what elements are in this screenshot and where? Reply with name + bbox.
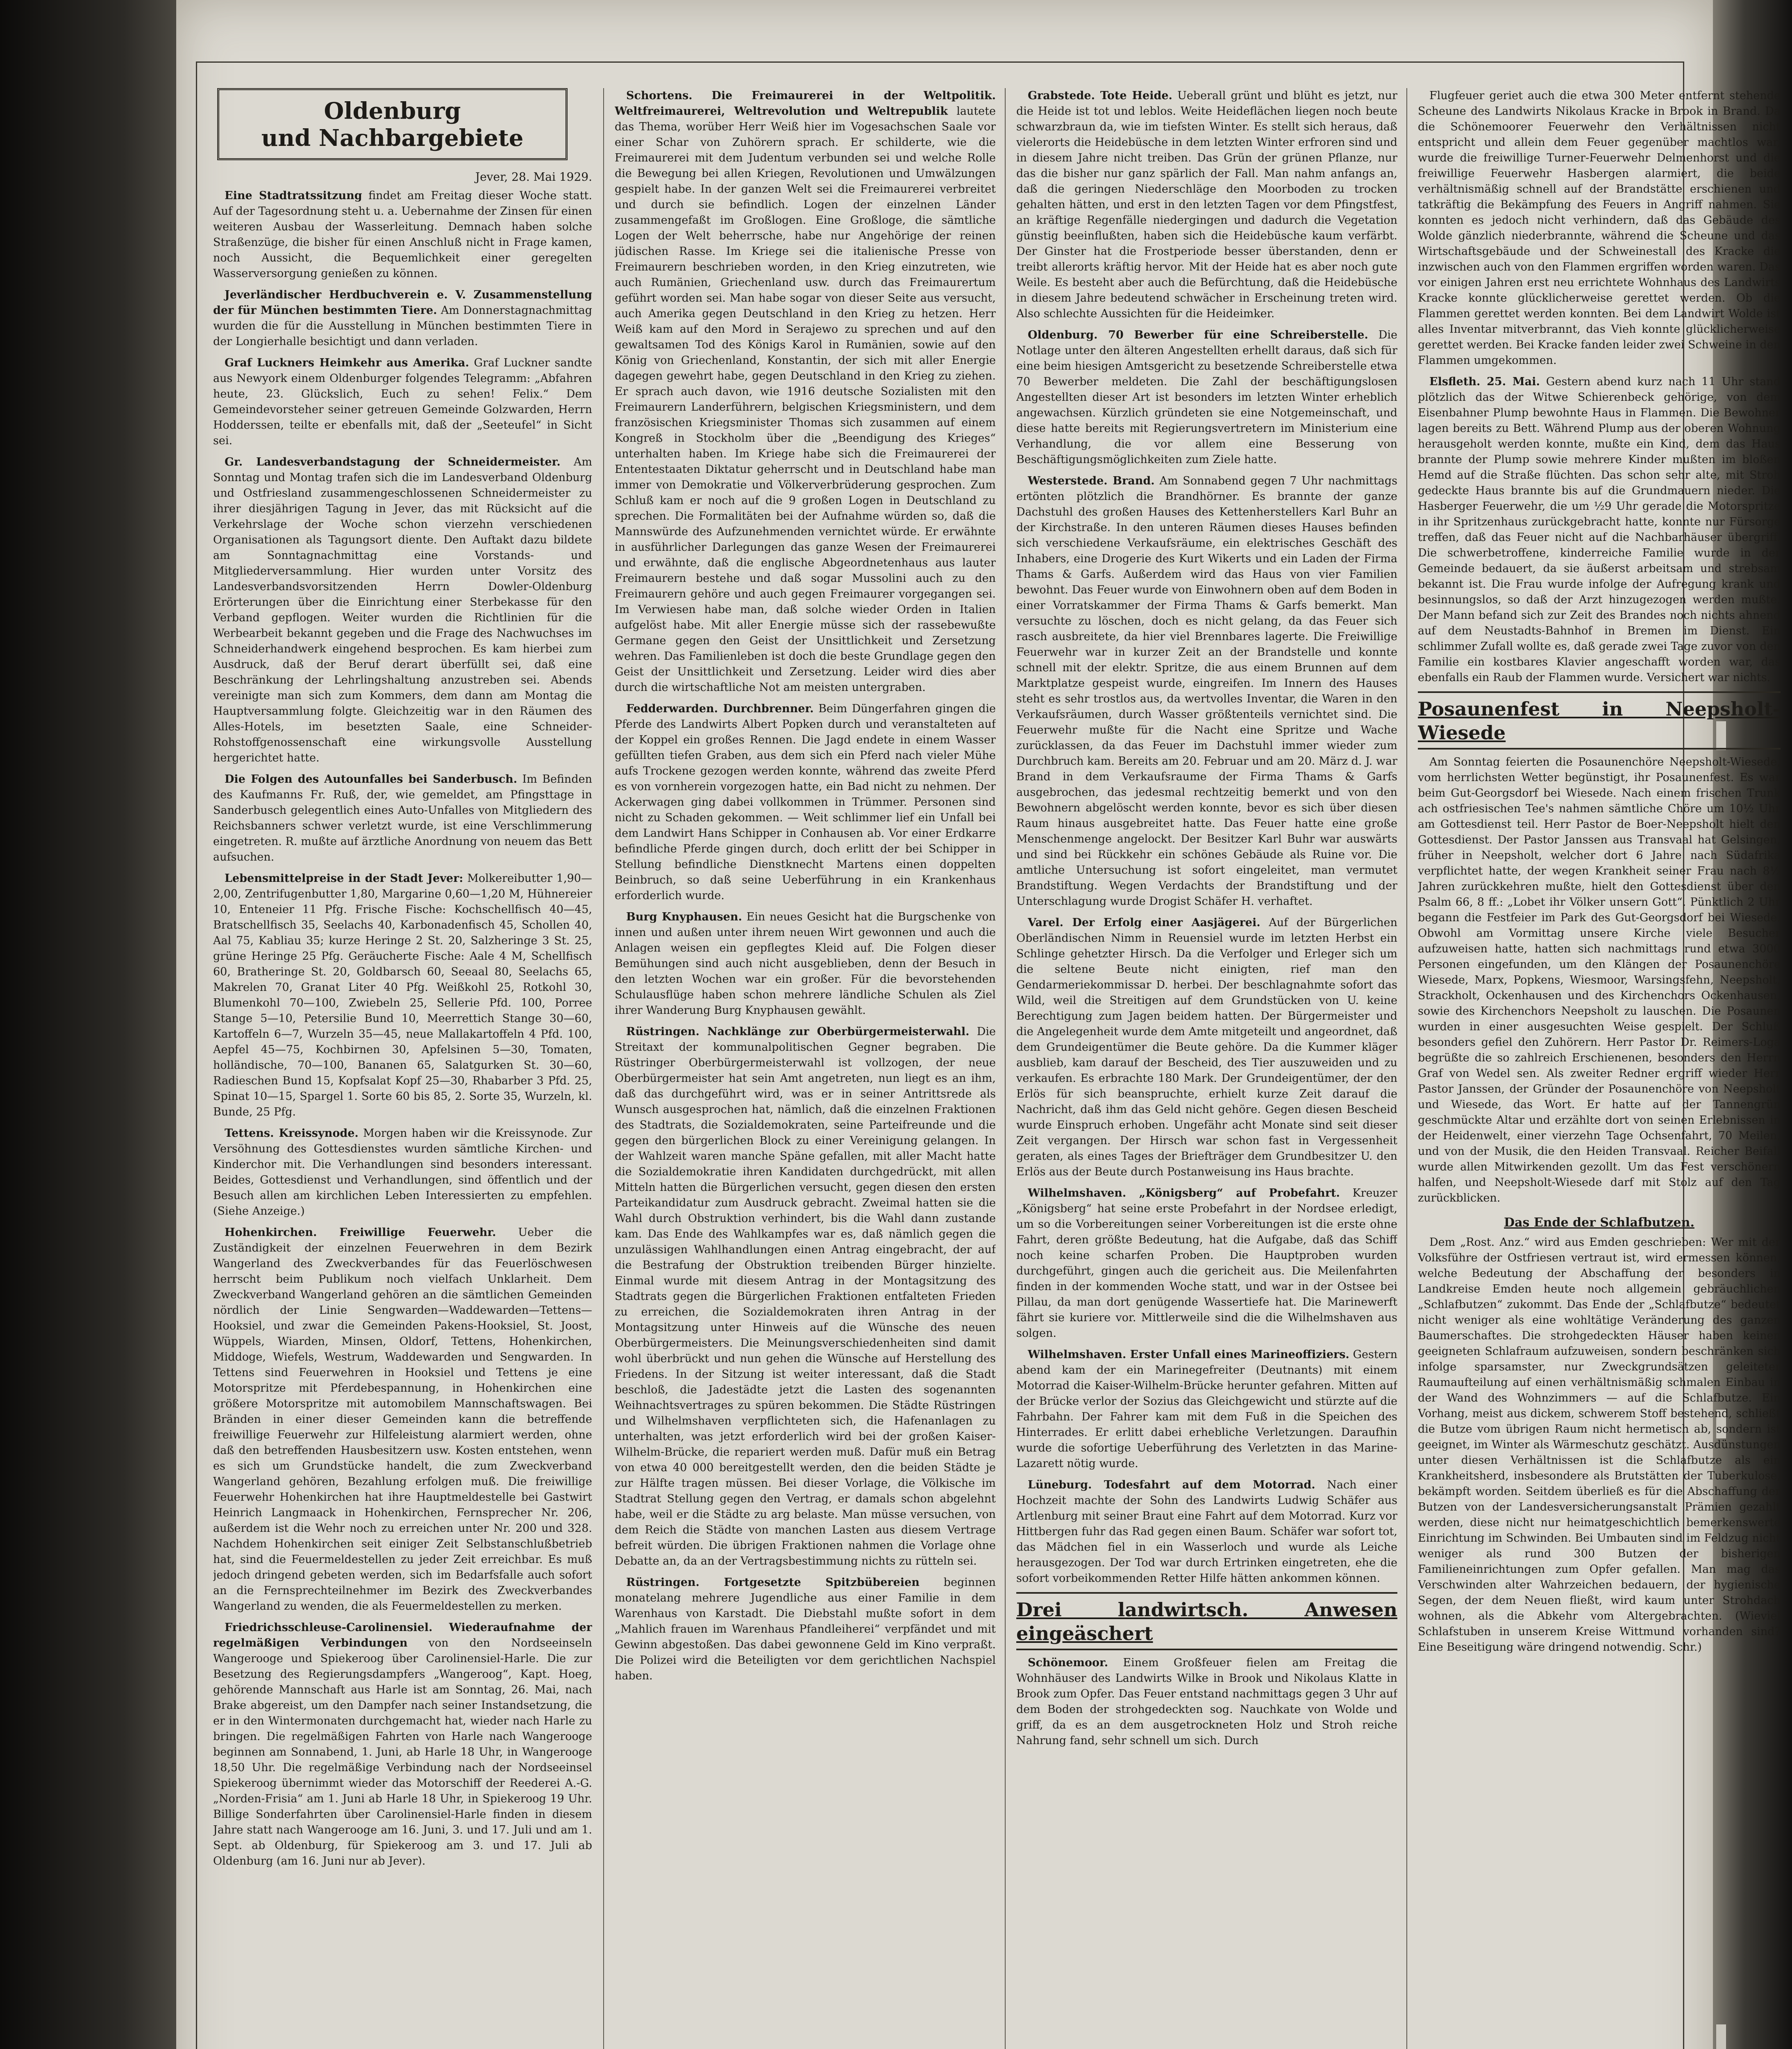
news-item-body bbox=[213, 871, 592, 1120]
article-subhead: Das Ende der Schlafbutzen. bbox=[1504, 1215, 1694, 1230]
news-item-head: Wilhelmshaven. „Königsberg“ auf Probefahrt. bbox=[1028, 1187, 1340, 1199]
news-item-text: Dem „Rost. Anz.“ wird aus Emden geschrieben: Wer mit der Volksführe der Ostfriesen vertraut ist, wird ermessen können, welche Bedeutung der Abschaffung der besonders in Landkreise Emden heute noch allgemein gebräuchlichen „Schlafbutzen“ zukommt. Das Ende der „Schlafbutze“ bedeutet nicht weniger als eine wohltätige Veränderung des ganzen Baumerschaftes. Die strohgedeckten Häuser haben keinen geeigneten Schlafraum aufzuweisen, sondern beschränken sich infolge sparsamster, nur Zweckgrundsätzen geleiteter Raumaufteilung auf einen verhältnismäßig schmalen Einbau in der Wand des Wohnzimmers — auf die Schlafbutze. Ein Vorhang, meist aus dickem, schwerem Stoff bestehend, schließt die Butze vom übrigen Raum nicht hermetisch ab, sondern ist geeignet, im Winter als Wärmeschutz geschätzt. Ausdünstungen unter diesen Verhältnissen ist die Schlafbutze als ein Krankheitsherd, insbesondere als Brutstätten der Tuberkulose, bekämpft worden. Seitdem überließ es für die Abschaffung der Butzen von der Landesversicherungsanstalt Prämien gezahlt werden, diese nicht nur heimatgeschichtlich bemerkenswerte Einrichtung im Schwinden. Bei Umbauten sind im Feldzug nicht weniger als rund 300 Butzen der bisherigen Familieneinrichtungen zum Opfer gefallen. Man mag das Verschwinden alter Wahrzeichen bedauern, der hygienische Segen, der dem Neuen fließt, wird kaum unter Strohdach wohnen, als die Abkehr vom Altergebrachten. (Wieviel Schlafstuben in unserem Kreise Wittmund vorhanden sind? Eine Beseitigung wäre dringend notwendig. Schr.) bbox=[1418, 1236, 1781, 1654]
news-item-head: Grabstede. Tote Heide. bbox=[1028, 89, 1172, 102]
news-item-body bbox=[213, 1225, 592, 1614]
news-item bbox=[615, 1024, 996, 1569]
news-item bbox=[1418, 374, 1781, 686]
news-item-text: Graf Luckner sandte aus Newyork einem Oldenburger folgendes Telegramm: „Abfahren heute, 23. Glückslich, Euch zu sehen! Felix.“ Dem Gemeindevorsteher seiner getreuen Gemeinde Golzwarden, Herrn Hodderssen, teilte er ebenfalls mit, daß der „Seeteufel“ in Sicht sei. bbox=[213, 357, 592, 447]
column-rule bbox=[1005, 88, 1006, 2049]
news-item bbox=[213, 1620, 592, 1869]
news-item-body bbox=[1016, 1655, 1397, 1749]
masthead-line-1: Oldenburg bbox=[324, 98, 461, 125]
news-item-text: von den Nordseeinseln Wangerooge und Spiekeroog über Carolinensiel-Harle. Die zur Besetzung des Regierungsdampfers „Wangeroog“, Kapt. Hoeg, gehörende Mannschaft aus Harle ist am Sonntag, 26. Mai, nach Brake abgereist, um den Dampfer nach seiner Instandsetzung, die er in den Wintermonaten durchgemacht hat, wieder nach Harle zu bringen. Die regelmäßigen Fahrten von Harle nach Wangerooge beginnen am Sonnabend, 1. Juni, ab Harle 18 Uhr, in Wangerooge 18,50 Uhr. Die regelmäßige Verbindung nach der Nordseeinsel Spiekeroog übernimmt wieder das Motorschiff der Reederei A.-G. „Norden-Frisia“ am 1. Juni ab Harle 18 Uhr, in Spiekeroog 19 Uhr. Billige Sonderfahrten über Carolinensiel-Harle finden in diesem Jahre statt nach Wangerooge am 16. Juni, 3. und 17. Juli und am 1. Sept. ab Oldenburg, für Spiekeroog am 3. und 17. Juli ab Oldenburg (am 16. Juni nur ab Jever). bbox=[213, 1637, 592, 1867]
news-item-body bbox=[615, 1575, 996, 1684]
article-headline: Drei landwirtsch. Anwesen eingeäschert bbox=[1016, 1592, 1397, 1650]
news-item-body bbox=[213, 355, 592, 449]
news-item-text: Am Sonnabend gegen 7 Uhr nachmittags ertönten plötzlich die Brandhörner. Es brannte der ganze Dachstuhl des großen Hauses des Kettenherstellers Karl Buhr an der Kirchstraße. In den unteren Räumen dieses Hauses befinden sich verschiedene Verkaufsräume, ein elektrisches Geschäft des Inhabers, eine Drogerie des Kurt Wikerts und ein Laden der Firma Thams & Garfs. Außerdem wird das Haus von vier Familien bewohnt. Das Feuer wurde von Einwohnern oben auf dem Boden in einer Vorratskammer der Firma Thams & Garfs bemerkt. Man versuchte zu löschen, doch es nicht gelang, da das Feuer sich rasch ausbreitete, da hier viel Brennbares lagerte. Die Freiwillige Feuerwehr war in kurzer Zeit an der Brandstelle und konnte schnell mit der elektr. Spritze, die aus einem Brunnen auf dem Marktplatze gespeist wurde, eingreifen. Im Innern des Hauses steht es sehr trostlos aus, da wertvolles Inventar, die Waren in den Verkaufsräumen, durch Wasser größtenteils vernichtet sind. Die Feuerwehr mußte für die Nacht eine Spritze und Wache zurücklassen, da das Feuer im Dachstuhl immer wieder zum Durchbruch kam. Bereits am 20. Februar und am 20. März d. J. war Brand in dem Verkaufsraume der Firma Thams & Garfs ausgebrochen, das jedesmal rechtzeitig bemerkt und von den Bewohnern abgelöscht werden konnte, bevor es sich über diesen Raum hinaus ausgebreitet hatte. Das Feuer hatte eine große Menschenmenge angelockt. Der Besitzer Karl Buhr war auswärts und sind bei Rückkehr ein schönes Gebäude als Ruine vor. Die amtliche Untersuchung ist sofort eingeleitet, man vermutet Brandstiftung. Wegen Verdachts der Brandstiftung und der Unterschlagung wurde Drogist Schäfer H. verhaftet. bbox=[1016, 475, 1397, 908]
news-item-head: Graf Luckners Heimkehr aus Amerika. bbox=[225, 357, 469, 369]
news-item-text: Am Sonntag feierten die Posaunenchöre Neepsholt-Wiesede, vom herrlichsten Wetter begünstigt, ihr Posaunenfest. Es war beim Gut-Georgsdorf bei Wiesede. Nach einem frischen Trunk ach ostfriesischen Tee's nahmen sämtliche Chöre um 10½ Uhr am Gottesdienst teil. Herr Pastor de Boer-Neepsholt hielt den Gottesdienst. Der Pastor Janssen aus Transvaal hat Gelsingen, früher in Neepsholt, welcher dort 6 Jahre nach Südafrika verpflichtet hatte, der wegen Krankheit seiner Frau nach 8½ Jahren zurückkehren mußte, hielt den Gottesdienst über den Psalm 66, 8 ff.: „Lobet ihr Völker unsern Gott“. Pünktlich 2 Uhr begann die Festfeier im Park des Gut-Georgsdorf bei Wiesede. Obwohl am Vormittag unsere Kirche viele Besucher aufzuweisen hatte, hatten sich nachmittags rund etwa 3000 Personen eingefunden, um den Klängen der Posaunenchöre Wiesede, Marx, Popkens, Wiesmoor, Warsingsfehn, Neepsholt, Strackholt, Ockenhausen und des Kirchenchors Ockenhausen, sowie des Kirchenchors Neepsholt zu lauschen. Die Posaunen wurden in einer ausgesuchten Weise gespielt. Der Schluß besonders gefiel den Zuhörern. Herr Pastor Dr. Reimers-Loga begrüßte die so zahlreich Erschienenen, besonders den Herrn Graf von Wedel sen. Als zweiter Redner ergriff wieder Herr Pastor Janssen, der Gründer der Posaunenchöre von Neepsholt und Wiesede, das Wort. Er hatte auf der Tannengrün geschmückte Altar und erzählte dort von seinen Erlebnissen in der Heidenwelt, einer vierzehn Tage Ochsenfahrt, 70 Meilen, und von der Musik, die den Heiden Transvaal. Reicher Beifall wurde allen Mitwirkenden gezollt. Um das Fest verschönern halfen, und Neepsholt-Wiesede darf mit Stolz auf den Tag zurückblicken. bbox=[1418, 756, 1781, 1204]
news-item-body bbox=[213, 454, 592, 766]
news-item-text: Im Befinden des Kaufmanns Fr. Ruß, der, wie gemeldet, am Pfingsttage in Sanderbusch gelegentlich eines Auto-Unfalles von Mitgliedern des Reichsbanners schwer verletzt wurde, ist eine Verschlimmerung eingetreten. R. mußte auf ärztliche Anordnung von neuem das Bett aufsuchen. bbox=[213, 773, 592, 863]
news-item-body bbox=[1016, 915, 1397, 1180]
news-item-head: Wilhelmshaven. Erster Unfall eines Marineoffiziers. bbox=[1028, 1348, 1349, 1361]
news-item-text: Flugfeuer geriet auch die etwa 300 Meter entfernt stehende Scheune des Landwirts Nikolaus Kracke in Brook in Brand. Da die Schönemoorer Feuerwehr den Verhältnissen nicht entspricht und allein dem Feuer gegenüber machtlos war, wurde die freiwillige Turner-Feuerwehr Delmenhorst und die freiwillige Feuerwehr Hasbergen alarmiert, die beide verhältnismäßig schnell auf der Brandstätte erschienen und tatkräftig die Bekämpfung des Feuers in Angriff nahmen. Sie konnten es jedoch nicht verhindern, daß das Gebäude des Wolde gänzlich niederbrannte, während die Scheune und das Wirtschaftsgebäude und der Schweinestall des Kracke die inzwischen auch von den Flammen ergriffen worden waren. Das vor einigen Jahren erst neu errichtete Wohnhaus des Landwirts Kracke konnte glücklicherweise gerettet werden. Ob die Flammen gerettet werden konnten. Bei dem Landwirt Wolde ist alles Inventar mitverbrannt, das Vieh konnte glücklicherweise gerettet werden. Bei Kracke fanden leider zwei Schweine in den Flammen umgekommen. bbox=[1418, 89, 1781, 367]
news-item-text: Kreuzer „Königsberg“ hat seine erste Probefahrt in der Nordsee erledigt, um so die Vorbereitungen seiner Vorbereitungen ist die erste ohne Fahrt, deren größte Bedeutung, hat die Aufgabe, daß das Schiff noch keine scharfen Proben. Die Hauptproben wurden durchgeführt, gingen auch die gericheit aus. Die Meilenfahrten finden in der kommenden Woche statt, und war in der Ostsee bei Pillau, da man dort genügende Wassertiefe hat. Die Marinewerft fährt sie kuriere vor. Mittlerweile sind die die Wilhelmshaven aus solgen. bbox=[1016, 1187, 1397, 1340]
news-item-text: Die Notlage unter den älteren Angestellten erhellt daraus, daß sich für eine beim hiesigen Amtsgericht zu besetzende Schreiberstelle etwa 70 Bewerber meldeten. Die Zahl der beschäftigungslosen Angestellten dieser Art ist besonders im letzten Winter erheblich angewachsen. Kürzlich gründeten sie eine Notgemeinschaft, und diese hatte bereits mit Regierungsvertretern im Ministerium eine Verhandlung, die vor allem eine Besserung von Beschäftigungsmöglichkeiten zum Ziele hatte. bbox=[1016, 329, 1397, 466]
news-item-body bbox=[213, 188, 592, 282]
news-item-text: lautete das Thema, worüber Herr Weiß hier im Vogesachschen Saale vor einer Schar von Zuhörern sprach. Er schilderte, wie die Freimaurerei mit dem Judentum verbunden sei und welche Rolle die Bewegung bei allen Kriegen, Revolutionen und Umwälzungen gespielt habe. In der ganzen Welt sei die Freimaurerei verbreitet und durch sie befindlich. Logen der einzelnen Länder zusammengefaßt im Großlogen. Eine Großloge, die sämtliche Logen der Welt beherrsche, habe nur Angehörige der reinen jüdischen Rasse. Im Kriege sei die italienische Presse von Freimaurern beschrieben worden, in den Krieg einzutreten, wie auch Rumänien, Griechenland usw. durch das Freimaurertum geführt worden sei. Man habe sogar von dieser Seite aus versucht, auch Amerika gegen Deutschland in den Krieg zu hetzen. Herr Weiß kam auf den Mord in Serajewo zu sprechen und auf den gewaltsamen Tod des Königs Karol in Rumänien, sowie auf den König von Griechenland, Konstantin, der sich mit aller Energie dagegen gewehrt habe, gegen Deutschland in den Krieg zu ziehen. Er sprach auch davon, wie 1916 deutsche Sozialisten mit den Freimaurern Landerführern, belgischen Kriegsministern, und dem französischen Kriegsminister Thomas sich zusammen auf einem Kongreß in Stockholm über die „Beendigung des Krieges“ unterhalten haben. Im Kriege habe sich die Freimaurerei der Ententestaaten Diktatur geherrscht und in Deutschland habe man immer von Demokratie und Völkerverbrüderung gesprochen. Zum Schluß kam er noch auf die 9 großen Logen in Deutschland zu sprechen. Die Formalitäten bei der Aufnahme würden so, daß die Mannswürde des Aufzunehmenden vernichtet würde. Er erwähnte in ausführlicher Darlegungen das ganze Wesen der Freimaurerei und erwähnte, daß die englische Abgeordnetenhaus aus lauter Freimaurern bestehe und daß sogar Mussolini auch zu den Freimaurern gehöre und auch gegen Freimaurer vorgegangen sei. Im Verwiesen habe man, daß solche wieder Orden in Italien aufgelöst habe. Mit aller Energie müsse sich der rassebewußte Germane gegen den Geist der Unsittlichkeit und Zersetzung wehren. Das Familienleben ist doch die beste Grundlage gegen den Geist der Unsittlichkeit und Zersetzung. Leider wird dies aber durch die wirtschaftliche Not am meisten untergraben. bbox=[615, 105, 996, 694]
news-item-head: Westerstede. Brand. bbox=[1028, 475, 1155, 487]
news-item bbox=[213, 871, 592, 1120]
news-item-head: Hohenkirchen. Freiwillige Feuerwehr. bbox=[225, 1226, 496, 1239]
news-item bbox=[1016, 1186, 1397, 1341]
news-item-body bbox=[615, 909, 996, 1018]
news-item-body bbox=[1418, 754, 1781, 1206]
news-item-head: Friedrichsschleuse-Carolinensiel. Wiederaufnahme der regelmäßigen Verbindungen bbox=[213, 1621, 592, 1649]
news-item-body bbox=[615, 1024, 996, 1569]
news-item-body bbox=[1016, 327, 1397, 468]
news-item-text: Ueber die Zuständigkeit der einzelnen Feuerwehren in dem Bezirk Wangerland des Zweckverbandes für das Feuerlöschwesen herrscht beim Publikum noch vielfach Unklarheit. Dem Zweckverband Wangerland gehören an die sämtlichen Gemeinden nördlich der Linie Sengwarden—Waddewarden—Tettens—Hooksiel, und zwar die Gemeinden Pakens-Hooksiel, St. Joost, Wüppels, Wiarden, Minsen, Oldorf, Tettens, Hohenkirchen, Middoge, Wiefels, Westrum, Waddewarden und Sengwarden. In Tettens sind Feuerwehren in Hooksiel und Tettens je eine Motorspritze mit Pferdebespannung, in Hohenkirchen eine größere Motorspritze mit automobilem Mannschaftswagen. Bei Bränden in einer dieser Gemeinden kann die betreffende freiwillige Feuerwehr zur Hilfeleistung alarmiert werden, ohne daß den betreffenden Hausbesitzern usw. Kosten entstehen, wenn es sich um Grundstücke handelt, die zum Zweckverband Wangerland gehören, Bezahlung erfolgen muß. Die freiwillige Feuerwehr Hohenkirchen hat ihre Hauptmeldestelle bei Gastwirt Heinrich Langmaack in Hohenkirchen, Fernsprecher Nr. 206, außerdem ist die Wehr noch zu erreichen unter Nr. 200 und 328. Nachdem Hohenkirchen seit einiger Zeit Selbstanschlußbetrieb hat, sind die Feuermeldestellen zu jeder Zeit erreichbar. Es muß jedoch dringend gebeten werden, sich im Bedarfsfalle auch sofort an die Fernsprechteilnehmer im Bezirk des Zweckverbandes Wangerland zu wenden, die als Feuermeldestellen zu merken. bbox=[213, 1226, 592, 1613]
news-item-text: Auf der Bürgerlichen Oberländischen Nimm in Reuensiel wurde im letzten Herbst ein Schlinge gehetzter Hirsch. Da die Verfolger und Erleger sich um die seltene Beute nicht einigten, rief man den Gendarmeriekommissar D. herbei. Der beschlagnahmte sofort das Wild, weil die Streitigen auf dem Grundstücken von U. keine Berechtigung zum Jagen beidem hatten. Der Bürgermeister und die Angelegenheit wurde dem Amte mitgeteilt und angeordnet, daß dem Grundeigentümer die Beute gehöre. Da die Kummer kläger ausblieb, kam darauf der Bescheid, des Tier auszuweiden und zu verkaufen. Es erbrachte 180 Mark. Der Grundeigentümer, der den Erlös für sich beanspruchte, erhielt kurze Zeit darauf die Nachricht, daß ihm das Geld nicht gehöre. Gegen diesen Bescheid wurde Einspruch erhoben. Ungefähr acht Monate sind seit dieser Zeit vergangen. Der Hirsch war schon fast in Vergessenheit geraten, als eines Tages der Briefträger dem Grundbesitzer U. den Erlös aus der Beute durch Postanweisung ins Haus brachte. bbox=[1016, 916, 1397, 1178]
column-rule bbox=[603, 88, 604, 2049]
news-item bbox=[1016, 1347, 1397, 1472]
news-item-body bbox=[1016, 1186, 1397, 1341]
article-headline: Posaunenfest in Neepsholt-Wiesede bbox=[1418, 691, 1781, 750]
column-3 bbox=[1016, 88, 1397, 2049]
column-1 bbox=[213, 88, 592, 2049]
news-item-head: Rüstringen. Fortgesetzte Spitzbübereien bbox=[626, 1576, 920, 1589]
news-item-head: Eine Stadtratssitzung bbox=[225, 189, 362, 202]
news-item-body bbox=[213, 772, 592, 865]
news-item-text: beginnen monatelang mehrere Jugendliche aus einer Familie in dem Warenhaus von Karstadt. Die Diebstahl mußte sofort in dem „Mahlich frauen im Warenhaus Pfandleiherei“ verpfändet und mit Gewinn abgestoßen. Das dabei gewonnene Geld im Kino verpraßt. Die Polizei wird die Beteiligten vor dem gerichtlichen Nachspiel haben. bbox=[615, 1576, 996, 1682]
news-item-head: Schönemoor. bbox=[1028, 1656, 1108, 1669]
news-item bbox=[1016, 88, 1397, 322]
news-item-head: Lüneburg. Todesfahrt auf dem Motorrad. bbox=[1028, 1479, 1315, 1491]
news-item bbox=[1418, 1235, 1781, 1655]
news-item bbox=[213, 355, 592, 449]
news-item bbox=[1016, 1655, 1397, 1749]
news-item bbox=[1016, 473, 1397, 909]
news-item-body bbox=[615, 701, 996, 904]
binding-gutter bbox=[0, 0, 176, 2049]
news-item-body bbox=[1418, 1235, 1781, 1655]
news-item bbox=[213, 1225, 592, 1614]
news-item-body bbox=[1016, 473, 1397, 909]
news-item-body bbox=[213, 287, 592, 350]
news-item-text: Molkereibutter 1,90—2,00, Zentrifugenbutter 1,80, Margarine 0,60—1,20 M, Hühnereier 10, Enteneier 11 Pfg. Frische Fische: Kochschellfisch 40—45, Bratschellfisch 35, Seelachs 40, Karbonadenfisch 45, Schollen 40, Aal 75, Kabliau 35; kurze Heringe 2 St. 20, Salzheringe 3 St. 25, grüne Heringe 25 Pfg. Geräucherte Fische: Aale 4 M, Schellfisch 60, Bratheringe St. 20, Goldbarsch 60, Seeaal 80, Seelachs 65, Makrelen 70, Granat Liter 40 Pfg. Weißkohl 25, Rotkohl 30, Blumenkohl 70—100, Zwiebeln 25, Sellerie Pfd. 100, Porree Stange 5—10, Petersilie Bund 10, Meerrettich Stange 30—60, Kartoffeln 6—7, Wurzeln 35—45, neue Mallakartoffeln 4 Pfd. 100, Aepfel 45—75, Kochbirnen 30, Apfelsinen 5—30, Tomaten, holländische, 70—100, Bananen 65, Salatgurken St. 30—60, Radieschen Bund 15, Kopfsalat Kopf 25—30, Rhabarber 3 Pfd. 25, Spinat 10—15, Spargel 1. Sorte 60 bis 85, 2. Sorte 35, Wurzeln, kl. Bunde, 25 Pfg. bbox=[213, 872, 592, 1118]
news-item bbox=[1016, 915, 1397, 1180]
news-item-body bbox=[1418, 374, 1781, 686]
news-item-body bbox=[1418, 88, 1781, 368]
news-item-head: Oldenburg. 70 Bewerber für eine Schreiberstelle. bbox=[1028, 329, 1368, 341]
news-item bbox=[213, 188, 592, 282]
news-item-head: Schortens. Die Freimaurerei in der Weltpolitik. Weltfreimaurerei, Weltrevolution und Weltrepublik bbox=[615, 89, 996, 118]
news-item-body bbox=[615, 88, 996, 695]
news-item-text: Die Streitaxt der kommunalpolitischen Gegner begraben. Die Rüstringer Oberbürgermeisterwahl ist vollzogen, der neue Oberbürgermeister hat sein Amt angetreten, nun liegt es an ihm, daß das durchgeführt wird, was er in seiner Antrittsrede als Wunsch ausgesprochen hat, nämlich, daß die einzelnen Fraktionen des Stadtrats, die Sozialdemokraten, seine Parteifreunde und die gegen den bürgerlichen Block zu einer Vereinigung gelangen. In der Wahlzeit waren manche Späne gefallen, mit aller Macht hatte die Sozialdemokratie ihren Kandidaten durchgedrückt, mit allen Mitteln hatten die Bürgerlichen versucht, gegen diesen den ersten Parteikandidatur zum Ausdruck gebracht. Zweimal hatten sie die Wahl durch Obstruktion verhindert, bis die Wahl dann zustande kam. Das Ende des Wahlkampfes war es, daß nämlich gegen die unzulässigen Wahlhandlungen einen Antrag eingebracht, der auf die Bestrafung der Obstruktion treibenden Bürger hinzielte. Einmal wurde mit diesem Antrag in der Montagsitzung des Stadtrats gegen die Bürgerlichen Fraktionen entfalteten Frieden zu erreichen, die Sozialdemokraten ihren Antrag in der Montagsitzung unter Hinweis auf die Wünsche des neuen Oberbürgermeisters. Die Meinungsverschiedenheiten sind damit wohl überbrückt und nun gehen die Wünsche auf Herstellung des Friedens. In der Sitzung ist weiter interessant, daß die Stadt beschloß, die Jadestädte jetzt die Lasten des sogenannten Weihnachtsvertrages zu spüren bekommen. Die Städte Rüstringen und Wilhelmshaven verpflichteten sich, die Hafenanlagen zu unterhalten, was jetzt erforderlich wird bei der großen Kaiser-Wilhelm-Brücke, die repariert werden muß. Dafür muß ein Betrag von etwa 40 000 bereitgestellt werden, den die beiden Städte je zur Hälfte tragen müssen. Bei dieser Vorlage, die Völkische im Stadtrat Stellung gegen den Vertrag, er damals schon abgelehnt habe, weil er die Städte zu arg belaste. Man müsse versuchen, von dem Reich die Städte von manchen Lasten aus diesem Vertrage befreit würden. Die übrigen Fraktionen nahmen die Vorlage ohne Debatte an, da an der Vertragsbestimmung nichts zu rütteln sei. bbox=[615, 1025, 996, 1567]
masthead-line-2: und Nachbargebiete bbox=[261, 125, 524, 152]
dateline: Jever, 28. Mai 1929. bbox=[475, 170, 592, 184]
news-item bbox=[615, 909, 996, 1018]
news-item bbox=[1418, 754, 1781, 1206]
news-item-head: Lebensmittelpreise in der Stadt Jever: bbox=[225, 872, 463, 885]
column-rule bbox=[1406, 88, 1407, 2049]
news-item-body bbox=[213, 1126, 592, 1219]
news-item bbox=[615, 88, 996, 695]
news-item-text: Ueberall grünt und blüht es jetzt, nur die Heide ist tot und leblos. Weite Heideflächen liegen noch beute schwarzbraun da, wie im tiefsten Winter. Es stellt sich heraus, daß vielerorts die Heidebüsche in dem letzten Winter erfroren sind und in diesem Jahre nicht treiben. Das Grün der grünen Pflanze, nur das die bisher nur ganz spärlich der Fall. Man nahm anfangs an, daß die geringen Niederschläge den Moorboden zu trocken gehalten hätten, und erst in den letzten Tagen vor dem Pfingstfest, an kräftige Regenfälle niedergingen und dadurch die Vegetation günstig beeinflußten, haben sich die Heidebüsche kaum verfärbt. Der Ginster hat die Frostperiode besser überstanden, denn er treibt allerorts kräftig hervor. Mit der Heide hat es aber noch gute Weile. Es besteht aber auch die Befürchtung, daß die Heidebüsche in diesem Jahre bedeutend schwächer in Erscheinung treten wird. Also schlechte Aussichten für die Heideimker. bbox=[1016, 89, 1397, 320]
news-item-text: Morgen haben wir die Kreissynode. Zur Versöhnung des Gottesdienstes wurden sämtliche Kirchen- und Kinderchor mit. Die Verhandlungen sind besonders interessant. Beides, Gottesdienst und Verhandlungen, sind öffentlich und der Besuch allen am kirchlichen Leben Interessierten zu empfehlen. (Siehe Anzeige.) bbox=[213, 1127, 592, 1218]
news-item bbox=[1016, 327, 1397, 468]
news-item-body bbox=[1016, 1477, 1397, 1586]
news-item-head: Die Folgen des Autounfalles bei Sanderbusch. bbox=[225, 773, 518, 786]
news-item-text: Einem Großfeuer fielen am Freitag die Wohnhäuser des Landwirts Wilke in Brook und Nikolaus Klatte in Brook zum Opfer. Das Feuer entstand nachmittags gegen 3 Uhr auf dem Boden der strohgedeckten sog. Nauchkate von Wolde und griff, da es an dem ausgetrockneten Holz und Stroh reiche Nahrung fand, sehr schnell um sich. Durch bbox=[1016, 1656, 1397, 1747]
news-item-head: Rüstringen. Nachklänge zur Oberbürgermeisterwahl. bbox=[626, 1025, 970, 1038]
news-item bbox=[213, 454, 592, 766]
news-item-text: findet am Freitag dieser Woche statt. Auf der Tagesordnung steht u. a. Uebernahme der Zinsen für einen weiteren Ausbau der Wasserleitung. Demnach haben solche Straßenzüge, die bisher für einen Anschluß nicht in Frage kamen, noch Aussicht, die Bequemlichkeit einer geregelten Wasserversorgung genießen zu können. bbox=[213, 189, 592, 280]
column-4 bbox=[1418, 88, 1781, 2049]
news-item bbox=[213, 287, 592, 350]
news-item bbox=[213, 1126, 592, 1219]
news-item bbox=[615, 1575, 996, 1684]
news-item-body bbox=[213, 1620, 592, 1869]
news-item-head: Elsfleth. 25. Mai. bbox=[1429, 375, 1540, 388]
news-item-body bbox=[1016, 1347, 1397, 1472]
news-item-head: Fedderwarden. Durchbrenner. bbox=[626, 702, 814, 715]
section-masthead bbox=[217, 88, 568, 160]
news-item bbox=[213, 772, 592, 865]
news-item-text: Nach einer Hochzeit machte der Sohn des Landwirts Ludwig Schäfer aus Artlenburg mit seiner Braut eine Fahrt auf dem Motorrad. Kurz vor Hittbergen fuhr das Rad gegen einen Baum. Schäfer war sofort tot, das Mädchen fiel in ein Wasserloch und wurde als Leiche herausgezogen. Der Tod war durch Ertrinken eingetreten, ehe die sofort vorbeikommenden Retter Hilfe hätten ankommen können. bbox=[1016, 1479, 1397, 1585]
news-item-body bbox=[1016, 88, 1397, 322]
news-item-head: Burg Knyphausen. bbox=[626, 911, 742, 923]
news-item-head: Varel. Der Erfolg einer Aasjägerei. bbox=[1028, 916, 1261, 929]
news-item-head: Tettens. Kreissynode. bbox=[225, 1127, 359, 1140]
news-item-text: Gestern abend kurz nach 11 Uhr stand plötzlich das der Witwe Schierenbeck gehörige, von dem Eisenbahner Plump bewohnte Haus in Flammen. Die Bewohner lagen bereits zu Bett. Während Plump aus der oberen Wohnung herausgeholt werden konnte, mußte ein Kind, dem das Haus brannte der Plump sowie mehrere Kinder mußten im bloßen Hemd auf die Straße flüchten. Das schon sehr alte, mit Stroh gedeckte Haus brannte bis auf die Grundmauern nieder. Die Hasberger Feuerwehr, die um ½9 Uhr gerade die Motorspritze in ihr Spritzenhaus zurückgebracht hatte, konnte nur Fürsorge treffen, daß das Feuer nicht auf die Nachbarhäuser übergriff. Die schwerbetroffene, kinderreiche Familie wurde in der Gemeinde bedauert, da sie äußerst arbeitsam und strebsam bekannt ist. Die Frau wurde infolge der Aufregung krank und besinnungslos, so daß der Arzt hinzugezogen werden mußte. Der Mann befand sich zur Zeit des Brandes noch nichts ahnend auf dem Neustadts-Bahnhof in Bremen im Dienst. Ein schlimmer Zufall wollte es, daß gerade zwei Tage zuvor von den Familie ein kostbares Klavier angeschafft worden war, das ebenfalls ein Raub der Flammen wurde. Versichert war nichts. bbox=[1418, 375, 1781, 684]
news-item-text: Ein neues Gesicht hat die Burgschenke von innen und außen unter ihrem neuen Wirt gewonnen und auch die Anlagen weisen ein gepflegtes Kleid auf. Die Folgen dieser Bemühungen sind auch nicht ausgeblieben, denn der Besuch in den letzten Wochen war ein großer. Für die bevorstehenden Schulausflüge haben schon mehrere ländliche Schulen als Ziel ihrer Wanderung Burg Knyphausen gewählt. bbox=[615, 911, 996, 1017]
news-item bbox=[1016, 1477, 1397, 1586]
news-item bbox=[615, 701, 996, 904]
news-item-text: Gestern abend kam der ein Marinegefreiter (Deutnants) mit einem Motorrad die Kaiser-Wilhelm-Brücke herunter gefahren. Mitten auf der Brücke verlor der Sozius das Gleichgewicht und stürzte auf die Fahrbahn. Der Fahrer kam mit dem Fuß in die Speichen des Hinterrades. Er erlitt dabei erhebliche Verletzungen. Daraufhin wurde die sofortige Ueberführung des Verletzten in das Marine-Lazarett nötig wurde. bbox=[1016, 1348, 1397, 1470]
news-item-head: Gr. Landesverbandstagung der Schneidermeister. bbox=[225, 456, 561, 468]
news-item-text: Am Sonntag und Montag trafen sich die im Landesverband Oldenburg und Ostfriesland zusammengeschlossenen Schneidermeister zu ihrer diesjährigen Tagung in Jever, das mit Rücksicht auf die Verkehrslage der Woche schon vierzehn verschiedenen Organisationen als Tagungsort diente. Den Auftakt dazu bildete am Sonntagnachmittag eine Vorstands- und Mitgliederversammlung. Hier wurden unter Vorsitz des Landesverbandsvorsitzenden Herrn Dowler-Oldenburg Erörterungen über die Einrichtung einer Sterbekasse für den Verband gepflogen. Weiter wurden die Richtlinien für die Werbearbeit bekannt gegeben und die Frage des Nachwuchses im Schneiderhandwerk eingehend besprochen. Es kam hierbei zum Ausdruck, daß der Beruf derart überfüllt sei, daß eine Beschränkung der Lehrlingshaltung anzustreben sei. Abends vereinigte man sich zum Kommers, dem dann am Montag die Hauptversammlung folgte. Gleichzeitig war in den Räumen des Alles-Hotels, im besetzten Saale, eine Schneider-Rohstoffgenossenschaft eine wirkungsvolle Ausstellung hergerichtet hatte. bbox=[213, 456, 592, 764]
column-2 bbox=[615, 88, 996, 2049]
news-item bbox=[1418, 88, 1781, 368]
news-item-head: Jeverländischer Herdbuchverein e. V. Zusammenstellung der für München bestimmten Tiere. bbox=[213, 288, 592, 317]
news-item-text: Am Donnerstagnachmittag wurden die für die Ausstellung in München bestimmten Tiere in der Longierhalle besichtigt und dann verladen. bbox=[213, 304, 592, 348]
news-item-text: Beim Düngerfahren gingen die Pferde des Landwirts Albert Popken durch und veranstalteten auf der Koppel ein großes Rennen. Die Jagd endete in einem Wasser gefüllten tiefen Graben, aus dem sich ein Pferd nach vieler Mühe aufs Trockene gezogen werden konnte, während das zweite Pferd es von vornherein vorgezogen hatte, ein Bad nicht zu nehmen. Der Ackerwagen ging dabei vollkommen in Trümmer. Personen sind nicht zu Schaden gekommen. — Weit schlimmer lief ein Unfall bei dem Landwirt Hans Schipper in Conhausen ab. Vor einer Erdkarre befindliche Pferde gingen durch, doch erlitt der bei Schipper in Stellung befindliche Dienstknecht Martens einen doppelten Beinbruch, so daß seine Ueberführung in ein Krankenhaus erforderlich wurde. bbox=[615, 702, 996, 902]
